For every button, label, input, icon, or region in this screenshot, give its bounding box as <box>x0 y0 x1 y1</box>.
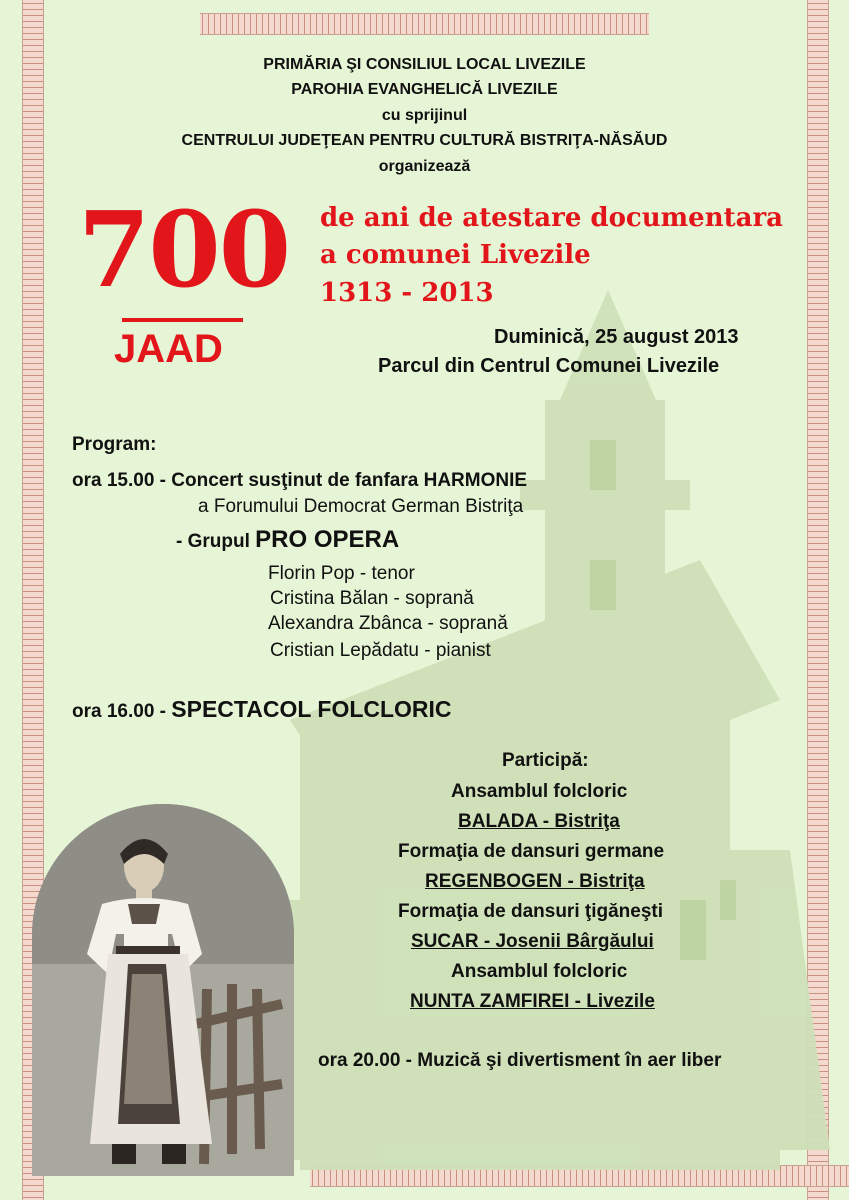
program-item-1-line-2: a Forumului Democrat German Bistriţa <box>198 496 524 517</box>
group-name: PRO OPERA <box>255 526 400 553</box>
participant-7: Ansamblul folcloric <box>451 961 628 982</box>
headline-line-2: a comunei Livezile <box>320 240 591 270</box>
participant-2: BALADA - Bistriţa <box>458 811 620 832</box>
member-2: Cristina Bălan - soprană <box>270 588 474 609</box>
organizer-line-1: PRIMĂRIA ŞI CONSILIUL LOCAL LIVEZILE <box>263 56 586 73</box>
program-item-2 <box>72 696 452 723</box>
group-prefix: - Grupul <box>176 531 256 552</box>
participant-4: REGENBOGEN - Bistriţa <box>425 871 645 892</box>
participant-5: Formaţia de dansuri ţigăneşti <box>398 901 663 922</box>
event-date: Duminică, 25 august 2013 <box>494 326 739 348</box>
headline-years: 1313 - 2013 <box>320 278 494 308</box>
organizer-line-3: CENTRULUI JUDEŢEAN PENTRU CULTURĂ BISTRIŢA-NĂSĂUD <box>181 132 668 149</box>
headline-line-1: de ani de atestare documentara <box>320 203 784 233</box>
pro-opera-group <box>176 526 399 554</box>
anniversary-number: 700 <box>78 188 290 311</box>
member-4: Cristian Lepădatu - pianist <box>270 640 491 661</box>
participant-3: Formaţia de dansuri germane <box>398 841 665 862</box>
jaad-label: JAAD <box>114 327 223 371</box>
closing-event: ora 20.00 - Muzică şi divertisment în aer liber <box>318 1050 722 1071</box>
program-item-1-line-1: Concert susţinut de fanfara HARMONIE <box>171 470 528 491</box>
program-title: Program: <box>72 434 157 455</box>
program-item-1-time: ora 15.00 - <box>72 470 172 491</box>
woman-in-folk-costume-figure <box>32 804 294 1176</box>
participants-heading: Participă: <box>502 750 589 771</box>
jaad-divider <box>122 318 243 322</box>
program-item-2-title: SPECTACOL FOLCLORIC <box>171 696 452 722</box>
member-1: Florin Pop - tenor <box>268 563 415 584</box>
member-3: Alexandra Zbânca - soprană <box>268 613 508 634</box>
program-item-1 <box>72 470 527 492</box>
participant-8: NUNTA ZAMFIREI - Livezile <box>410 991 655 1012</box>
vintage-folk-costume-photo <box>32 804 294 1176</box>
organizer-line-2: PAROHIA EVANGHELICĂ LIVEZILE <box>291 81 558 98</box>
participant-1: Ansamblul folcloric <box>451 781 628 802</box>
support-text: cu sprijinul <box>381 107 468 124</box>
program-item-2-time: ora 16.00 - <box>72 701 172 722</box>
organizes-text: organizează <box>378 158 471 175</box>
event-place: Parcul din Centrul Comunei Livezile <box>378 355 720 377</box>
participant-6: SUCAR - Josenii Bârgăului <box>411 931 654 952</box>
